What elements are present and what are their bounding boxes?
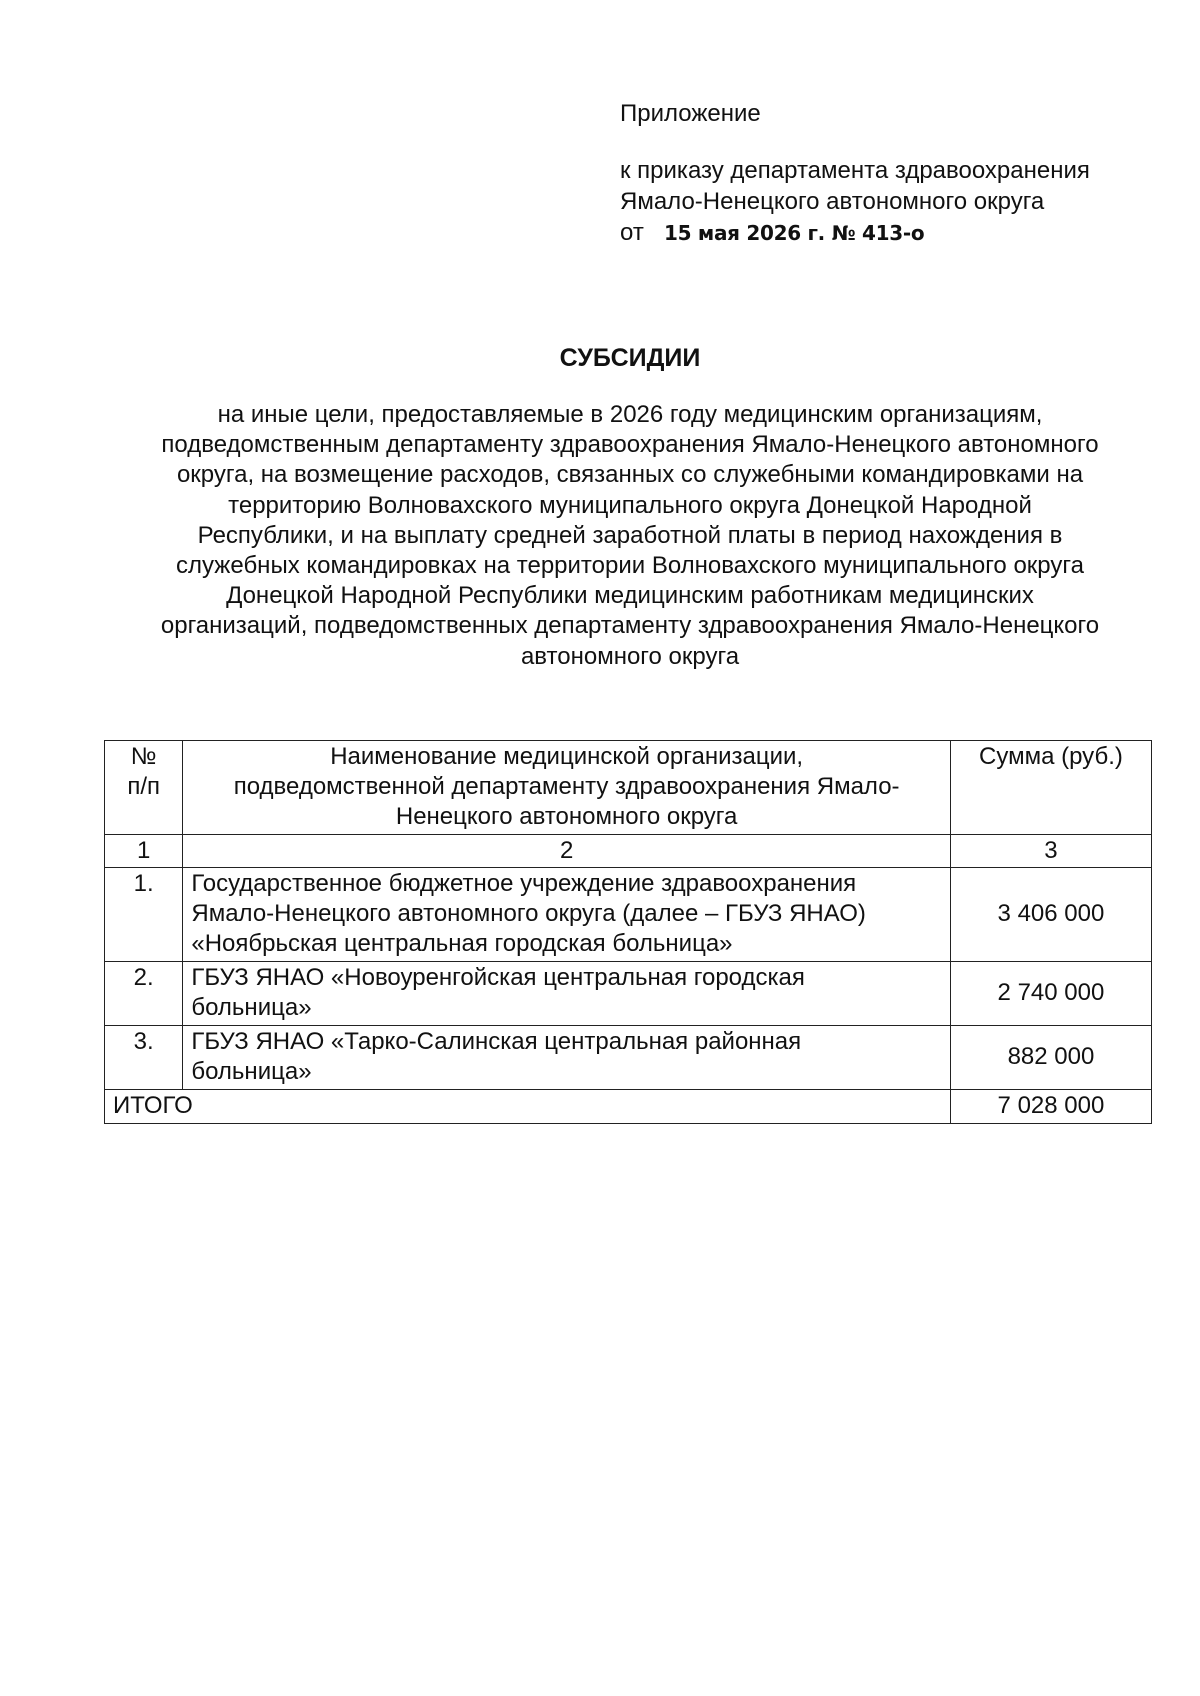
- header-name-cell: [183, 741, 951, 835]
- description-line: служебных командировках на территории Волновахского муниципального округа: [176, 552, 1084, 580]
- row-num-cell: 3.: [105, 1026, 183, 1090]
- index-cell-2: 2: [183, 835, 951, 868]
- document-description: [108, 400, 1152, 672]
- table-row: [105, 868, 1152, 962]
- row-name-line: больница»: [191, 994, 312, 1021]
- document-title: СУБСИДИИ: [559, 344, 701, 372]
- header-name-line: Ненецкого автономного округа: [395, 803, 738, 830]
- table-header-row: [105, 741, 1152, 835]
- header-name-line: подведомственной департаменту здравоохранения Ямало-: [233, 773, 900, 800]
- header-sum-cell: Сумма (руб.): [950, 741, 1151, 835]
- row-sum-cell: 2 740 000: [950, 962, 1151, 1026]
- description-line: Республики, и на выплату средней заработной платы в период нахождения в: [197, 521, 1063, 549]
- appendix-order-line: [620, 217, 1160, 249]
- index-cell-3: 3: [950, 835, 1151, 868]
- appendix-gap: [620, 129, 1160, 155]
- table-index-row: [105, 835, 1152, 868]
- row-name-line: ГБУЗ ЯНАО «Новоуренгойская центральная городская: [191, 964, 805, 991]
- table-row: [105, 1026, 1152, 1090]
- appendix-from-label: от: [620, 219, 644, 246]
- description-line: организаций, подведомственных департаменту здравоохранения Ямало-Ненецкого: [160, 612, 1100, 640]
- row-name-line: Ямало-Ненецкого автономного округа (далее – ГБУЗ ЯНАО): [191, 900, 866, 927]
- table-row: [105, 962, 1152, 1026]
- row-sum-cell: 882 000: [950, 1026, 1151, 1090]
- header-name-line: Наименование медицинской организации,: [330, 743, 804, 770]
- appendix-heading: Приложение: [620, 100, 761, 127]
- description-line: Донецкой Народной Республики медицинским работникам медицинских: [226, 582, 1034, 610]
- header-num-line: №: [130, 743, 157, 770]
- total-label-cell: ИТОГО: [105, 1090, 951, 1124]
- row-name-cell: [183, 962, 951, 1026]
- row-num-cell: 2.: [105, 962, 183, 1026]
- row-name-line: больница»: [191, 1058, 312, 1085]
- description-line: подведомственным департаменту здравоохранения Ямало-Ненецкого автономного: [161, 431, 1099, 459]
- description-line: территорию Волновахского муниципального округа Донецкой Народной: [228, 491, 1032, 519]
- appendix-block: [620, 98, 1160, 249]
- row-num-cell: 1.: [105, 868, 183, 962]
- row-name-cell: [183, 1026, 951, 1090]
- row-name-cell: [183, 868, 951, 962]
- description-line: автономного округа: [520, 642, 740, 670]
- total-sum-cell: 7 028 000: [950, 1090, 1151, 1124]
- table-total-row: [105, 1090, 1152, 1124]
- subsidies-table: [104, 740, 1152, 1124]
- description-line: округа, на возмещение расходов, связанных со служебными командировками на: [176, 461, 1084, 489]
- header-num-cell: [105, 741, 183, 835]
- appendix-line-2: Ямало-Ненецкого автономного округа: [620, 188, 1045, 215]
- appendix-line-1: к приказу департамента здравоохранения: [620, 157, 1090, 184]
- header-num-line: п/п: [127, 773, 161, 800]
- order-date: 15 мая 2026 г. № 413-о: [664, 221, 925, 245]
- description-line: на иные цели, предоставляемые в 2026 году медицинским организациям,: [217, 401, 1043, 428]
- index-cell-1: 1: [105, 835, 183, 868]
- row-name-line: Государственное бюджетное учреждение здравоохранения: [191, 870, 857, 897]
- row-name-line: ГБУЗ ЯНАО «Тарко-Салинская центральная районная: [191, 1028, 802, 1055]
- row-sum-cell: 3 406 000: [950, 868, 1151, 962]
- row-name-line: «Ноябрьская центральная городская больница»: [191, 930, 733, 957]
